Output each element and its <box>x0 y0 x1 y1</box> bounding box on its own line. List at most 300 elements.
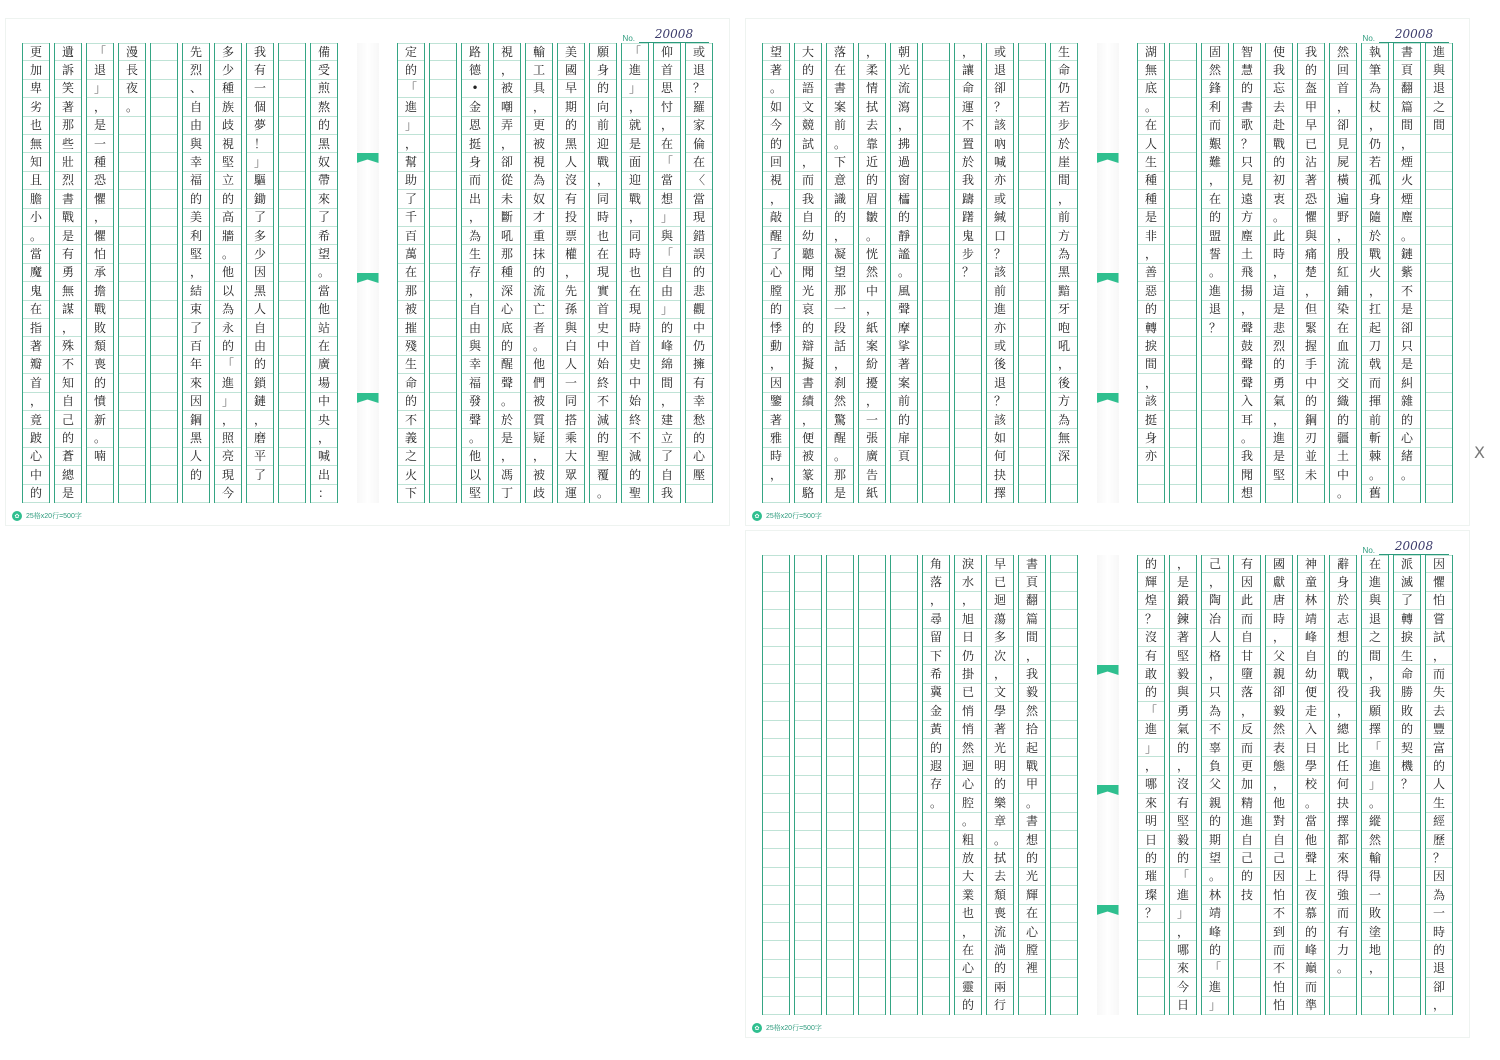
grid-cell: 案 <box>891 374 917 392</box>
grid-cell: 流 <box>891 80 917 98</box>
no-label: No. <box>1362 546 1375 555</box>
grid-column <box>890 43 918 503</box>
grid-cell: 隨 <box>1362 209 1388 227</box>
grid-cell: 「 <box>654 245 680 263</box>
grid-cell: 刀 <box>1362 337 1388 355</box>
grid-cell <box>1170 466 1196 484</box>
grid-cell <box>119 117 145 135</box>
grid-cell: 不 <box>955 117 981 135</box>
grid-cell: 輸 <box>526 43 552 61</box>
grid-cell: 有 <box>686 374 712 392</box>
grid-cell <box>279 374 305 392</box>
grid-cell: 先 <box>183 43 209 61</box>
grid-cell: 首 <box>622 337 648 355</box>
grid-cell: 間 <box>1426 117 1452 135</box>
grid-cell: 」 <box>1362 776 1388 794</box>
grid-cell: 了 <box>247 209 273 227</box>
grid-cell: 以 <box>215 282 241 300</box>
grid-cell <box>1170 356 1196 374</box>
grid-cell: 對 <box>1266 813 1292 831</box>
grid-cell: 然 <box>1266 721 1292 739</box>
grid-cell <box>795 776 821 794</box>
grid-cell: 中 <box>622 374 648 392</box>
grid-cell: 的 <box>1234 868 1260 886</box>
grid-cell <box>923 411 949 429</box>
grid-cell: 中 <box>311 393 337 411</box>
grid-cell <box>151 429 177 447</box>
grid-cell <box>891 739 917 757</box>
grid-cell: 何 <box>1330 776 1356 794</box>
grid-cell: 遠 <box>1234 190 1260 208</box>
grid-cell: 紫 <box>1394 264 1420 282</box>
grid-cell <box>923 923 949 941</box>
grid-cell <box>859 886 885 904</box>
grid-cell: ， <box>1298 282 1324 300</box>
grid-cell: 與 <box>1362 592 1388 610</box>
grid-cell <box>1234 997 1260 1015</box>
grid-cell: 擬 <box>795 356 821 374</box>
grid-cell: 毅 <box>1170 665 1196 683</box>
publisher-logo-icon: ✿ <box>752 511 762 521</box>
grid-cell: 忘 <box>1266 80 1292 98</box>
grid-cell: 遍 <box>1330 190 1356 208</box>
grid-cell: 煙 <box>1394 153 1420 171</box>
grid-cell: 加 <box>23 61 49 79</box>
grid-cell: 勇 <box>55 264 81 282</box>
grid-cell <box>1170 301 1196 319</box>
grid-cell <box>151 43 177 61</box>
grid-cell: 淚 <box>955 555 981 573</box>
grid-cell: 幸 <box>462 356 488 374</box>
grid-cell <box>923 466 949 484</box>
grid-cell: 不 <box>55 356 81 374</box>
grid-cell: 首 <box>1330 80 1356 98</box>
grid-cell: 慕 <box>1298 905 1324 923</box>
grid-cell <box>430 356 456 374</box>
grid-cell: 平 <box>247 448 273 466</box>
grid-cell <box>279 80 305 98</box>
grid-cell: 父 <box>1266 647 1292 665</box>
grid-cell: 而 <box>1298 978 1324 996</box>
grid-cell: 為 <box>1202 702 1228 720</box>
grid-cell: 乘 <box>558 429 584 447</box>
grid-cell <box>151 356 177 374</box>
grid-cell: 的 <box>398 61 424 79</box>
grid-cell <box>1394 941 1420 959</box>
grid-cell <box>1051 592 1077 610</box>
grid-cell: 也 <box>955 905 981 923</box>
grid-cell: 更 <box>526 117 552 135</box>
grid-cell: 冶 <box>1202 610 1228 628</box>
grid-cell <box>795 794 821 812</box>
grid-cell: 悄 <box>955 702 981 720</box>
grid-cell: 中 <box>859 282 885 300</box>
grid-cell: 向 <box>590 98 616 116</box>
grid-cell: 的 <box>1394 411 1420 429</box>
grid-cell: 戰 <box>1266 135 1292 153</box>
grid-cell: 橫 <box>1330 172 1356 190</box>
grid-cell <box>955 485 981 503</box>
grid-cell: 我 <box>247 43 273 61</box>
grid-cell: 牆 <box>215 227 241 245</box>
grid-cell <box>1019 172 1045 190</box>
grid-cell: 落 <box>923 573 949 591</box>
grid-cell: 入 <box>1298 721 1324 739</box>
grid-cell: 央 <box>311 411 337 429</box>
grid-cell: 大 <box>955 868 981 886</box>
grid-cell: 然 <box>859 264 885 282</box>
grid-cell <box>763 868 789 886</box>
grid-cell <box>891 592 917 610</box>
grid-cell: 期 <box>558 98 584 116</box>
grid-cell: 著 <box>763 411 789 429</box>
grid-cell: 為 <box>1051 411 1077 429</box>
grid-cell <box>1298 485 1324 503</box>
grid-cell: ， <box>526 448 552 466</box>
grid-cell: 了 <box>1394 592 1420 610</box>
grid-cell: ， <box>1138 374 1164 392</box>
grid-cell: 。 <box>494 393 520 411</box>
grid-cell: 靠 <box>859 135 885 153</box>
grid-cell: 的 <box>215 190 241 208</box>
grid-cell: ， <box>462 209 488 227</box>
grid-cell: 之 <box>1362 629 1388 647</box>
grid-cell: 想 <box>1234 485 1260 503</box>
grid-cell <box>119 466 145 484</box>
grid-cell: 鏈 <box>1394 245 1420 263</box>
grid-cell: 」 <box>622 80 648 98</box>
grid-cell <box>279 485 305 503</box>
grid-column <box>397 43 425 503</box>
grid-cell: 告 <box>859 466 885 484</box>
grid-cell: 然 <box>955 739 981 757</box>
grid-cell: 該 <box>987 117 1013 135</box>
grid-column <box>461 43 489 503</box>
grid-cell: 哪 <box>1138 776 1164 794</box>
grid-cell: 幼 <box>795 227 821 245</box>
grid-cell: 的 <box>87 374 113 392</box>
grid-cell: 歌 <box>1234 117 1260 135</box>
grid-cell: 命 <box>1051 61 1077 79</box>
grid-cell: 」 <box>654 209 680 227</box>
grid-cell <box>795 941 821 959</box>
grid-cell: 文 <box>987 684 1013 702</box>
grid-cell: 握 <box>1298 337 1324 355</box>
grid-cell: 身 <box>1362 190 1388 208</box>
grid-cell: ， <box>859 301 885 319</box>
grid-cell: 義 <box>398 429 424 447</box>
grid-column <box>954 555 982 1015</box>
grid-cell: 。 <box>987 831 1013 849</box>
grid-cell <box>183 485 209 503</box>
grid-cell: 鋪 <box>1330 282 1356 300</box>
grid-cell: 在 <box>955 941 981 959</box>
grid-cell: 前 <box>1051 209 1077 227</box>
grid-cell: 經 <box>1426 813 1452 831</box>
grid-cell: 書 <box>795 374 821 392</box>
grid-cell: ， <box>891 117 917 135</box>
grid-cell: 更 <box>1234 757 1260 775</box>
grid-cell <box>1170 43 1196 61</box>
grid-cell: 前 <box>1362 411 1388 429</box>
grid-cell: 千 <box>398 209 424 227</box>
grid-cell <box>1051 647 1077 665</box>
grid-cell <box>763 485 789 503</box>
grid-cell: 的 <box>1426 941 1452 959</box>
grid-cell: 前 <box>987 282 1013 300</box>
grid-cell <box>763 629 789 647</box>
grid-cell: ？ <box>1426 849 1452 867</box>
grid-cell: 時 <box>1266 610 1292 628</box>
grid-cell: 自 <box>654 466 680 484</box>
grid-cell <box>430 98 456 116</box>
grid-cell: 大 <box>795 43 821 61</box>
grid-cell: ， <box>1426 647 1452 665</box>
grid-cell: ， <box>763 190 789 208</box>
grid-cell <box>119 301 145 319</box>
grid-cell: 想 <box>1019 831 1045 849</box>
grid-cell: 在 <box>1202 190 1228 208</box>
grid-cell: 志 <box>1330 610 1356 628</box>
grid-cell: 毅 <box>1266 702 1292 720</box>
grid-cell <box>1019 356 1045 374</box>
grid-cell: 鬼 <box>955 227 981 245</box>
grid-cell: 。 <box>955 813 981 831</box>
grid-cell <box>1426 282 1452 300</box>
grid-cell: 為 <box>1051 245 1077 263</box>
grid-cell: 卻 <box>1330 117 1356 135</box>
grid-cell <box>955 356 981 374</box>
grid-cell: 鋼 <box>183 411 209 429</box>
grid-cell: 自 <box>183 98 209 116</box>
grid-cell: 視 <box>215 135 241 153</box>
grid-cell: 他 <box>1298 831 1324 849</box>
grid-cell: 一 <box>558 374 584 392</box>
grid-cell: 他 <box>462 448 488 466</box>
grid-cell: 想 <box>654 190 680 208</box>
grid-cell <box>795 831 821 849</box>
grid-cell <box>1051 886 1077 904</box>
grid-cell <box>923 849 949 867</box>
grid-cell: 個 <box>247 98 273 116</box>
grid-cell: 已 <box>955 684 981 702</box>
grid-cell: 。 <box>119 98 145 116</box>
grid-cell: 輝 <box>1019 886 1045 904</box>
grid-cell: 錯 <box>686 227 712 245</box>
grid-cell: 時 <box>1426 923 1452 941</box>
grid-cell <box>1170 227 1196 245</box>
grid-cell: 史 <box>590 319 616 337</box>
grid-left-half <box>762 43 1078 503</box>
grid-cell <box>279 264 305 282</box>
grid-cell: 了 <box>763 245 789 263</box>
grid-cell: 墮 <box>1234 665 1260 683</box>
grid-cell: 前 <box>827 117 853 135</box>
grid-cell: 期 <box>1202 831 1228 849</box>
grid-column <box>762 555 790 1015</box>
grid-cell <box>859 721 885 739</box>
grid-cell: 退 <box>987 374 1013 392</box>
grid-cell: 想 <box>1330 629 1356 647</box>
grid-cell: 心 <box>763 264 789 282</box>
grid-cell: 己 <box>1266 849 1292 867</box>
grid-cell <box>1019 448 1045 466</box>
grid-cell: 望 <box>763 43 789 61</box>
grid-cell: 的 <box>1298 393 1324 411</box>
grid-cell <box>1138 485 1164 503</box>
grid-cell: 始 <box>590 356 616 374</box>
grid-cell: 識 <box>827 190 853 208</box>
grid-cell: 光 <box>987 739 1013 757</box>
grid-cell: 翻 <box>1019 592 1045 610</box>
grid-cell: 醒 <box>763 227 789 245</box>
grid-cell <box>795 923 821 941</box>
grid-cell: 福 <box>183 172 209 190</box>
grid-cell: 亦 <box>987 172 1013 190</box>
grid-cell: 為 <box>462 227 488 245</box>
grid-cell: 黑 <box>558 135 584 153</box>
grid-cell: 敗 <box>1362 905 1388 923</box>
grid-cell: ， <box>1362 117 1388 135</box>
grid-cell <box>1394 868 1420 886</box>
grid-cell: 指 <box>23 319 49 337</box>
grid-cell: 或 <box>987 337 1013 355</box>
grid-cell: 然 <box>1019 702 1045 720</box>
grid-cell: 辭 <box>1330 555 1356 573</box>
grid-cell: 競 <box>795 117 821 135</box>
grid-cell: 因 <box>1426 555 1452 573</box>
grid-cell: 並 <box>1298 448 1324 466</box>
grid-cell <box>1051 868 1077 886</box>
grid-cell: 與 <box>183 135 209 153</box>
grid-cell <box>1019 264 1045 282</box>
grid-cell: 時 <box>622 319 648 337</box>
grid-cell <box>795 978 821 996</box>
grid-cell: 慧 <box>1234 61 1260 79</box>
grid-cell: 存 <box>462 264 488 282</box>
grid-cell <box>923 80 949 98</box>
grid-cell: 中 <box>686 319 712 337</box>
grid-cell: 步 <box>955 245 981 263</box>
grid-cell: 此 <box>1234 592 1260 610</box>
grid-cell <box>430 153 456 171</box>
grid-cell: 丁 <box>494 485 520 503</box>
grid-cell: 雜 <box>1394 393 1420 411</box>
grid-cell: 那 <box>827 282 853 300</box>
grid-cell <box>763 647 789 665</box>
grid-cell <box>795 647 821 665</box>
grid-cell: 讓 <box>955 61 981 79</box>
grid-cell: ？ <box>987 393 1013 411</box>
grid-cell <box>279 135 305 153</box>
grid-cell: 櫺 <box>891 190 917 208</box>
grid-cell <box>1394 886 1420 904</box>
grid-cell: 甲 <box>1298 98 1324 116</box>
grid-cell: 。 <box>1330 960 1356 978</box>
grid-cell <box>1051 831 1077 849</box>
grid-cell: 現 <box>622 301 648 319</box>
grid-cell: 何 <box>987 448 1013 466</box>
grid-cell <box>279 227 305 245</box>
grid-cell: 魔 <box>23 264 49 282</box>
grid-column <box>1018 43 1046 503</box>
margin-cross-mark: X <box>1474 443 1485 462</box>
grid-cell <box>763 684 789 702</box>
grid-cell: 在 <box>1138 117 1164 135</box>
grid-cell <box>119 209 145 227</box>
grid-cell: 廣 <box>311 356 337 374</box>
grid-cell <box>891 868 917 886</box>
grid-cell: 的 <box>987 960 1013 978</box>
ribbon-marker-top-icon <box>1097 665 1119 675</box>
grid-cell: 豐 <box>1426 721 1452 739</box>
grid-cell <box>763 665 789 683</box>
grid-cell: 沒 <box>1138 629 1164 647</box>
grid-cell: ， <box>1234 702 1260 720</box>
grid-cell: ， <box>398 135 424 153</box>
grid-cell: 減 <box>622 448 648 466</box>
grid-cell: 福 <box>462 374 488 392</box>
grid-cell: 峰 <box>654 337 680 355</box>
grid-cell: 擔 <box>87 282 113 300</box>
grid-cell: 喊 <box>311 448 337 466</box>
grid-cell <box>1051 555 1077 573</box>
grid-cell: 在 <box>827 61 853 79</box>
grid-cell: 的 <box>215 337 241 355</box>
grid-cell <box>151 301 177 319</box>
grid-cell: 磨 <box>247 429 273 447</box>
grid-cell: 中 <box>1330 466 1356 484</box>
grid-cell <box>923 356 949 374</box>
grid-cell: 弄 <box>494 117 520 135</box>
grid-cell: 著 <box>23 337 49 355</box>
grid-cell <box>827 757 853 775</box>
grid-cell: ， <box>827 356 853 374</box>
grid-cell <box>1394 485 1420 503</box>
grid-cell <box>827 849 853 867</box>
grid-cell <box>1426 429 1452 447</box>
grid-cell: 他 <box>1266 794 1292 812</box>
grid-cell <box>119 282 145 300</box>
grid-cell: 血 <box>1330 337 1356 355</box>
grid-cell: 悲 <box>1266 319 1292 337</box>
grid-cell: 站 <box>311 319 337 337</box>
grid-cell: 承 <box>87 264 113 282</box>
grid-cell: 頹 <box>987 886 1013 904</box>
grid-cell: 我 <box>1266 61 1292 79</box>
grid-cell: 始 <box>622 393 648 411</box>
grid-cell: ， <box>622 98 648 116</box>
grid-spec: 25格x20行=500字 <box>26 513 82 520</box>
grid-cell <box>1051 739 1077 757</box>
grid-cell: 氣 <box>1170 721 1196 739</box>
grid-cell: 日 <box>955 629 981 647</box>
grid-cell: 書 <box>55 190 81 208</box>
grid-cell <box>1426 190 1452 208</box>
grid-cell: 火 <box>1394 172 1420 190</box>
grid-cell <box>119 429 145 447</box>
grid-cell: 甘 <box>1234 647 1260 665</box>
grid-cell: 如 <box>763 98 789 116</box>
grid-cell: 無 <box>1051 429 1077 447</box>
grid-cell: 駱 <box>795 485 821 503</box>
grid-cell: 咆 <box>1051 319 1077 337</box>
grid-column <box>493 43 521 503</box>
grid-cell: 國 <box>1266 555 1292 573</box>
grid-cell: 衷 <box>1266 190 1292 208</box>
grid-cell <box>1362 978 1388 996</box>
grid-cell <box>891 757 917 775</box>
